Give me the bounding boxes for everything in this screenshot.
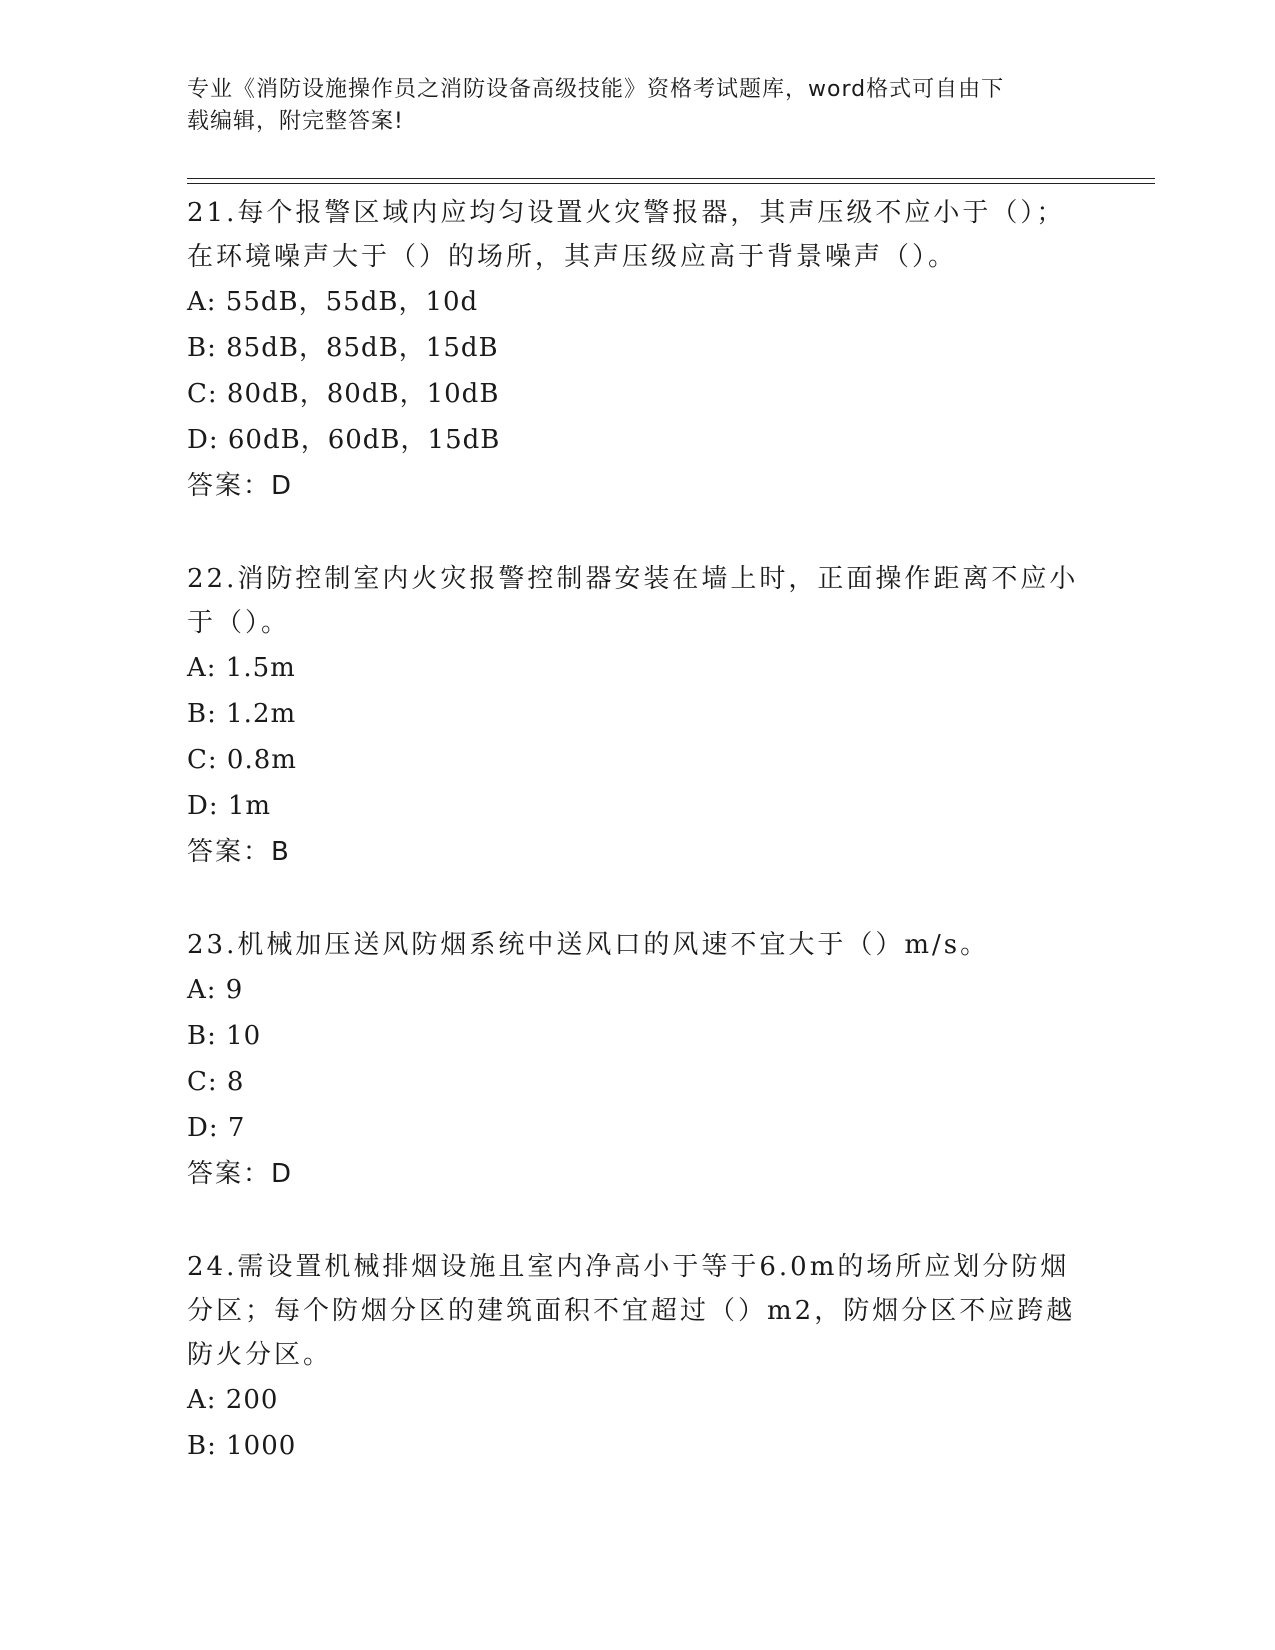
option-d: D: 7: [187, 1113, 246, 1143]
question-text-line: 23.机械加压送风防烟系统中送风口的风速不宜大于（）m/s。: [187, 930, 990, 960]
document-header: [187, 74, 1067, 138]
option-a: A: 1.5m: [187, 653, 296, 683]
option-c: C: 0.8m: [187, 745, 297, 775]
question-text-line: 防火分区。: [187, 1340, 333, 1370]
question-list: [187, 191, 1087, 1517]
question-21: [187, 191, 1087, 509]
question-text-line: 24.需设置机械排烟设施且室内净高小于等于6.0m的场所应划分防烟: [187, 1252, 1070, 1282]
question-22: [187, 557, 1087, 875]
header-divider-top: [187, 178, 1155, 179]
question-23: [187, 923, 1087, 1197]
question-text-line: 于（）。: [187, 608, 291, 638]
answer: 答案：B: [187, 837, 291, 867]
option-a: A: 55dB，55dB，10d: [187, 287, 479, 317]
option-d: D: 1m: [187, 791, 272, 821]
question-text-line: 22.消防控制室内火灾报警控制器安装在墙上时，正面操作距离不应小: [187, 564, 1079, 594]
option-b: B: 1000: [187, 1431, 297, 1461]
question-text-line: 在环境噪声大于（）的场所，其声压级应高于背景噪声（）。: [187, 242, 958, 272]
option-b: B: 1.2m: [187, 699, 297, 729]
answer: 答案：D: [187, 471, 294, 501]
header-line-2: 载编辑，附完整答案!: [187, 109, 404, 134]
answer: 答案：D: [187, 1159, 294, 1189]
option-a: A: 200: [187, 1385, 279, 1415]
question-24: [187, 1245, 1087, 1469]
header-line-1: 专业《消防设施操作员之消防设备高级技能》资格考试题库，word格式可自由下: [187, 77, 1005, 102]
option-c: C: 80dB，80dB，10dB: [187, 379, 500, 409]
header-divider-bottom: [187, 183, 1155, 184]
option-c: C: 8: [187, 1067, 245, 1097]
option-b: B: 85dB，85dB，15dB: [187, 333, 499, 363]
option-d: D: 60dB，60dB，15dB: [187, 425, 501, 455]
question-text-line: 21.每个报警区域内应均匀设置火灾警报器，其声压级不应小于（）；: [187, 198, 1066, 228]
option-b: B: 10: [187, 1021, 262, 1051]
question-text-line: 分区；每个防烟分区的建筑面积不宜超过（）m2，防烟分区不应跨越: [187, 1296, 1076, 1326]
option-a: A: 9: [187, 975, 244, 1005]
